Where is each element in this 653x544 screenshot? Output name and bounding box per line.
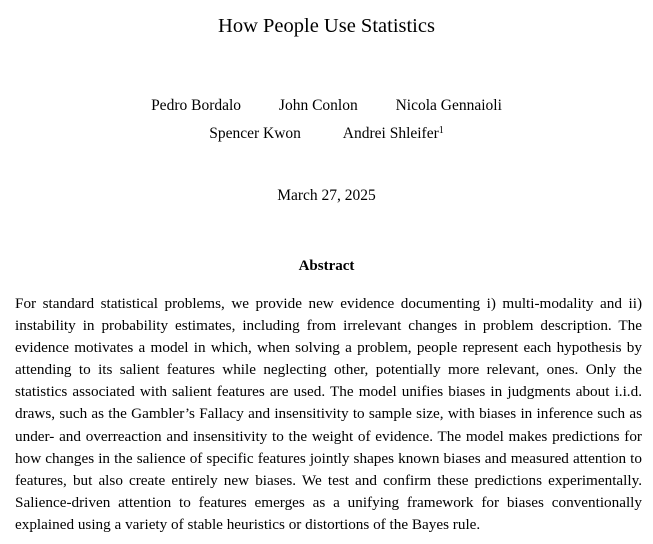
author-list-row-1 <box>0 96 653 116</box>
author-name-text: Spencer Kwon <box>209 125 301 142</box>
publication-date: March 27, 2025 <box>277 187 376 204</box>
abstract-text: For standard statistical problems, we provide new evidence documenting i) multi-modality and ii) instability in probability estimates, including from irrelevant changes in problem description. The evidence motivates a model in which, when solving a problem, people represent each hypothesis by attending to its salient features while neglecting other, potentially more relevant, ones. Only the statistics associated with salient features are used. The model unifies biases in judgments about i.i.d. draws, such as the Gambler’s Fallacy and insensitivity to sample size, with biases in inference such as under- and overreaction and insensitivity to the weight of evidence. The model makes predictions for how changes in the salience of specific features jointly shapes known biases and measured attention to features, but also create entirely new biases. We test and confirm these predictions experimentally. Salience-driven attention to features emerges as a unifying framework for biases conventionally explained using a variety of stable heuristics or distortions of the Bayes rule. <box>15 295 642 533</box>
author-name <box>343 124 444 144</box>
author-name: Pedro Bordalo <box>151 97 242 114</box>
author-list-row-2 <box>0 124 653 144</box>
abstract-heading: Abstract <box>298 258 355 274</box>
author-name <box>209 124 301 144</box>
author-name: John Conlon <box>278 97 358 114</box>
footnote-marker: 1 <box>438 124 444 136</box>
paper-title: How People Use Statistics <box>218 15 435 37</box>
author-name-text: Andrei Shleifer <box>342 125 439 142</box>
author-name: Nicola Gennaioli <box>395 97 502 114</box>
